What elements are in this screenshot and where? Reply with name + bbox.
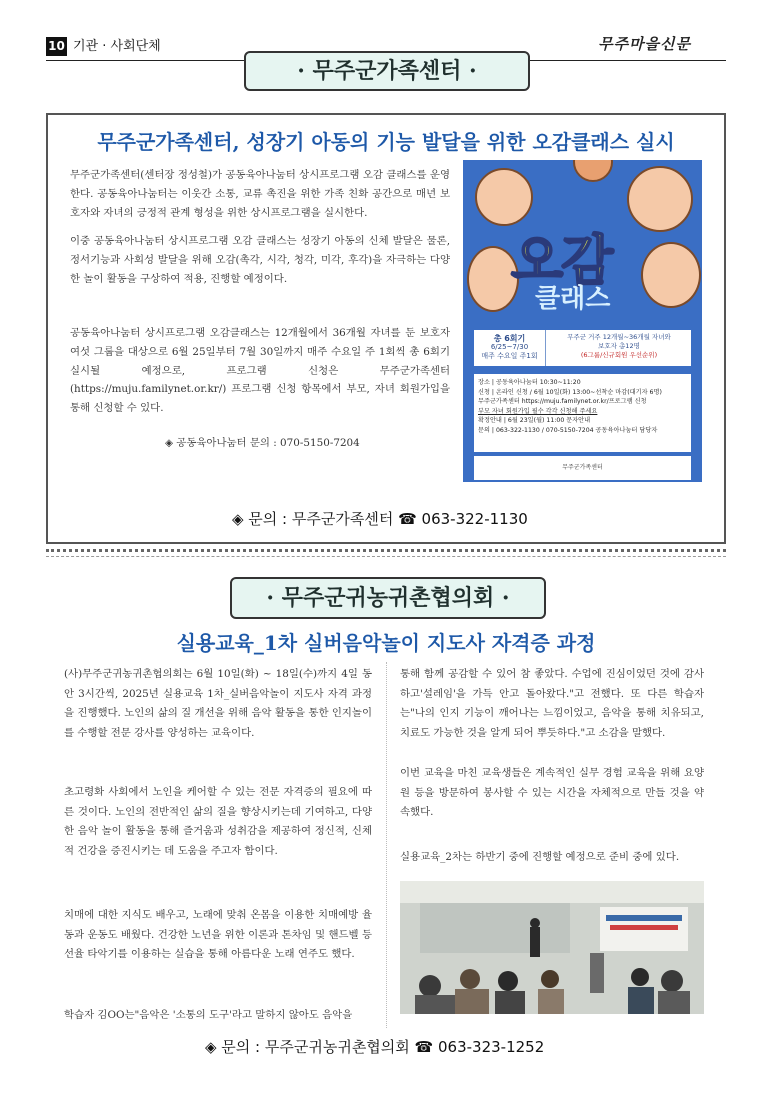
newspaper-logo: 무주마을신문 (598, 35, 691, 53)
section-label: 기관 · 사회단체 (73, 39, 161, 54)
farm-council-inquiry: ◈ 문의 : 무주군귀농귀촌협의회 ☎ 063-323-1252 (205, 1038, 545, 1056)
poster-footer: 무주군가족센터 (474, 456, 691, 480)
section-divider (46, 556, 726, 557)
face-illustration (573, 160, 613, 182)
family-center-contact: ◈ 공동육아나눔터 문의 : 070-5150-7204 (165, 437, 360, 449)
farm-council-section-title: · 무주군귀농귀촌협의회 · (230, 577, 546, 619)
column-divider (386, 662, 387, 1028)
farm-council-paragraph: 치매에 대한 지식도 배우고, 노래에 맞춰 온몸을 이용한 치매예방 율동과 운동도 배웠다. 건강한 노년을 위한 이론과 톤차임 및 핸드벨 등 선율 타악기를 이용하는 실습을 통해 아름다운 노래 연주도 했다. (64, 909, 372, 961)
farm-council-paragraph: 통해 함께 공감할 수 있어 참 좋았다. 수업에 진심이었던 것에 감사하고'설레임'을 가득 안고 돌아왔다."고 전했다. 또 다른 학습자는"나의 인지 기능이 깨어나는 느낌이었고, 음악을 통해 치유되고, 치료도 가능한 것을 알게 되어 뿌듯하다."고 소감을 말했다. (400, 668, 704, 739)
poster-sessions: 총 6회기 6/25~7/30 매주 수요일 주1회 (474, 330, 546, 366)
farm-council-paragraph: 실용교육_2차는 하반기 중에 진행할 예정으로 준비 중에 있다. (400, 851, 680, 863)
sensory-class-poster (463, 160, 702, 482)
farm-council-headline: 실용교육_1차 실버음악놀이 지도사 자격증 과정 (176, 631, 596, 655)
poster-target: 무주군 거주 12개월~36개월 자녀와 보호자 총12명 (6그룹/신규회원 우선순위) (567, 333, 671, 359)
face-illustration (627, 166, 693, 232)
poster-info: 장소 | 공동육아나눔터 10:30~11:20 신청 | 온라인 신청 / 6월 10일(화) 13:00~선착순 마감(대기자 6명) 무주군가족센터 https://muju.familynet.or.kr/프로그램 신청 부모 자녀 회원가입 필수 각각 신청해 주세요 확정안내 | 6월 23일(월) 11:00 문자안내 문의 | 063-322-1130 / 070-5150-7204 공동육아나눔터 담당자 (474, 374, 691, 452)
page-number: 10 (46, 37, 67, 56)
section-divider (46, 549, 726, 552)
family-center-inquiry: ◈ 문의 : 무주군가족센터 ☎ 063-322-1130 (232, 510, 528, 528)
poster-title: 오감 (511, 229, 612, 292)
family-center-headline: 무주군가족센터, 성장기 아동의 기능 발달을 위한 오감클래스 실시 (97, 130, 675, 154)
face-illustration (641, 242, 701, 308)
farm-council-paragraph: (사)무주군귀농귀촌협의회는 6월 10일(화) ~ 18일(수)까지 4일 동안 3시간씩, 2025년 실용교육 1차_실버음악놀이 지도사 자격 과정을 진행했다. 노인의 삶의 질 개선을 위해 음악 활동을 통한 인지놀이를 수행할 전문 강사를 양성하는 교육이다. (64, 668, 372, 739)
family-center-paragraph: 이중 공동육아나눔터 상시프로그램 오감 클래스는 성장기 아동의 신체 발달은 물론, 정서기능과 사회성 발달을 위해 오감(촉각, 시각, 청각, 미각, 후각)을 자극하는 다양한 놀이 활동을 구상하여 적용, 진행할 예정이다. (70, 235, 450, 285)
classroom-photo-illustration (400, 881, 704, 1014)
farm-council-paragraph: 학습자 김OO는"음악은 '소통의 도구'라고 말하지 않아도 음악을 (64, 1009, 353, 1021)
poster-schedule-box (474, 330, 691, 366)
farm-council-paragraph: 초고령화 사회에서 노인을 케어할 수 있는 전문 자격증의 필요에 따른 것이다. 노인의 전반적인 삶의 질을 향상시키는데 기여하고, 다양한 음악 놀이 활동을 통해 즐거움과 성취감을 제공하여 정신적, 신체적 건강을 증진시키는 데 도움을 주고자 함이다. (64, 786, 372, 857)
farm-council-paragraph: 이번 교육을 마친 교육생들은 계속적인 실무 경험 교육을 위해 요양원 등을 방문하여 봉사할 수 있는 시간을 자체적으로 만들 것을 약속했다. (400, 767, 704, 819)
family-center-paragraph: 공동육아나눔터 상시프로그램 오감클래스는 12개월에서 36개월 자녀를 둔 보호자 여섯 그룹을 대상으로 6월 25일부터 7월 30일까지 매주 수요일 주 1회씩 총 6회기 실시될 예정으로, 프로그램 신청은 무주군가족센터(https://muju.familynet.or.kr/) 프로그램 신청 항목에서 부모, 자녀 회원가입을 통해 신청할 수 있다. (70, 327, 450, 415)
family-center-paragraph: 무주군가족센터(센터장 정성철)가 공동육아나눔터 상시프로그램 오감 클래스를 운영한다. 공동육아나눔터는 이웃간 소통, 교류 촉진을 위한 가족 친화 공간으로 매년 보호자와 자녀의 긍정적 관계 형성을 위한 상시프로그램을 실시한다. (70, 169, 450, 219)
poster-subtitle: 클래스 (535, 284, 611, 314)
class-photo (400, 881, 704, 1014)
family-center-section-title: · 무주군가족센터 · (244, 51, 530, 91)
